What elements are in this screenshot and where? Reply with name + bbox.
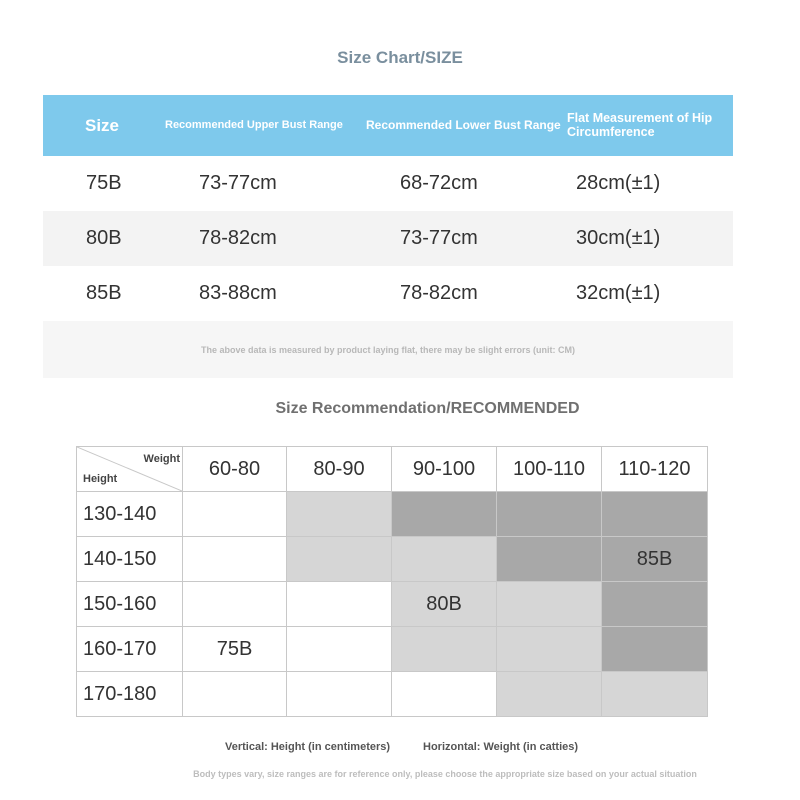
recommendation-cell <box>602 492 708 537</box>
weight-header: 80-90 <box>287 447 392 492</box>
header-upper-bust: Recommended Upper Bust Range <box>165 118 343 131</box>
recommendation-cell <box>183 537 287 582</box>
size-chart-title: Size Chart/SIZE <box>337 48 463 67</box>
weight-header: 60-80 <box>183 447 287 492</box>
recommendation-cell <box>287 672 392 717</box>
recommendation-cell <box>497 627 602 672</box>
row-size: 80B <box>86 227 122 249</box>
row-size: 85B <box>86 282 122 304</box>
recommendation-cell <box>497 582 602 627</box>
recommendation-cell <box>497 492 602 537</box>
recommendation-cell: 85B <box>602 537 708 582</box>
recommendation-cell <box>287 582 392 627</box>
height-row-label: 170-180 <box>77 672 183 717</box>
recommendation-cell <box>183 582 287 627</box>
table-row <box>43 266 733 321</box>
recommendation-grid <box>76 446 708 717</box>
table-row <box>43 211 733 266</box>
row-hip: 32cm(±1) <box>576 282 661 304</box>
recommendation-cell <box>602 582 708 627</box>
table-row <box>43 156 733 211</box>
recommendation-cell <box>497 537 602 582</box>
weight-header: 110-120 <box>602 447 708 492</box>
row-upper-bust: 78-82cm <box>199 227 277 249</box>
weight-header: 100-110 <box>497 447 602 492</box>
row-lower-bust: 78-82cm <box>400 282 478 304</box>
corner-weight-label: Weight <box>143 453 180 465</box>
recommendation-cell: 75B <box>183 627 287 672</box>
recommendation-cell <box>602 672 708 717</box>
weight-header: 90-100 <box>392 447 497 492</box>
height-row-label: 140-150 <box>77 537 183 582</box>
header-hip: Flat Measurement of Hip Circumference <box>567 111 713 139</box>
size-chart-table <box>43 95 733 378</box>
footer-note: Body types vary, size ranges are for reference only, please choose the appropriate size based on your actual situation <box>193 769 697 779</box>
recommendation-cell <box>287 627 392 672</box>
row-upper-bust: 73-77cm <box>199 172 277 194</box>
recommendation-cell <box>392 672 497 717</box>
height-row-label: 130-140 <box>77 492 183 537</box>
recommendation-cell <box>392 492 497 537</box>
recommendation-cell <box>392 537 497 582</box>
recommendation-cell <box>183 672 287 717</box>
row-lower-bust: 68-72cm <box>400 172 478 194</box>
recommendation-cell <box>287 537 392 582</box>
size-chart-header <box>43 95 733 156</box>
row-hip: 28cm(±1) <box>576 172 661 194</box>
recommendation-cell <box>183 492 287 537</box>
row-lower-bust: 73-77cm <box>400 227 478 249</box>
recommendation-cell <box>287 492 392 537</box>
caption-horizontal: Horizontal: Weight (in catties) <box>423 741 579 753</box>
corner-height-label: Height <box>83 473 118 485</box>
recommendation-cell <box>392 627 497 672</box>
recommendation-cell: 80B <box>392 582 497 627</box>
row-size: 75B <box>86 172 122 194</box>
height-row-label: 160-170 <box>77 627 183 672</box>
measurement-note: The above data is measured by product laying flat, there may be slight errors (unit: CM) <box>43 321 733 378</box>
height-row-label: 150-160 <box>77 582 183 627</box>
recommendation-cell <box>602 627 708 672</box>
header-size: Size <box>85 115 120 135</box>
row-hip: 30cm(±1) <box>576 227 661 249</box>
recommendation-cell <box>497 672 602 717</box>
row-upper-bust: 83-88cm <box>199 282 277 304</box>
header-lower-bust: Recommended Lower Bust Range <box>366 118 561 133</box>
caption-vertical: Vertical: Height (in centimeters) <box>225 741 391 753</box>
recommendation-title: Size Recommendation/RECOMMENDED <box>275 400 580 417</box>
corner-cell <box>77 447 183 492</box>
